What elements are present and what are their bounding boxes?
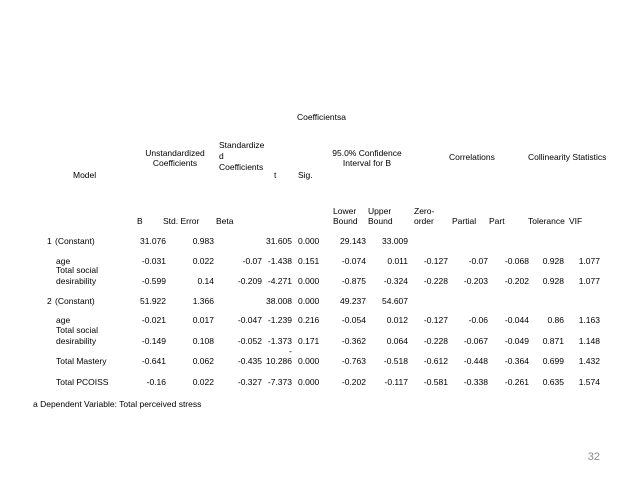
- cell-sig: 0.216: [298, 315, 320, 325]
- row-label-line2: desirability: [56, 336, 97, 346]
- subheader-upper-line1: Upper: [368, 206, 392, 216]
- cell-tolerance: 0.928: [542, 276, 564, 286]
- header-ci-line1: 95.0% Confidence: [332, 148, 402, 158]
- header-standardized-line3: Coefficients: [219, 162, 264, 172]
- cell-sig: 0.151: [298, 256, 320, 266]
- subheader-lower-line1: Lower: [333, 206, 357, 216]
- cell-beta: -0.209: [237, 276, 262, 286]
- cell-sig: 0.000: [298, 276, 320, 286]
- subheader-zero-order-line2: order: [414, 216, 434, 226]
- cell-std-error: 0.14: [197, 276, 214, 286]
- cell-tolerance: 0.699: [542, 356, 564, 366]
- cell-upper-bound: -0.518: [383, 356, 408, 366]
- cell-beta: -0.435: [237, 356, 262, 366]
- subheader-std-error: Std. Error: [163, 216, 200, 226]
- cell-upper-bound: 54.607: [382, 296, 408, 306]
- row-label: Total Mastery: [56, 356, 107, 366]
- cell-std-error: 0.062: [192, 356, 214, 366]
- cell-vif: 1.432: [578, 356, 600, 366]
- cell-tolerance: 0.635: [542, 377, 564, 387]
- cell-lower-bound: -0.054: [341, 315, 366, 325]
- cell-t: -1.438: [267, 256, 292, 266]
- cell-std-error: 0.022: [192, 377, 214, 387]
- cell-zero-order: -0.612: [423, 356, 448, 366]
- subheader-upper-line2: Bound: [368, 216, 393, 226]
- cell-tolerance: 0.928: [542, 256, 564, 266]
- cell-sig: 0.000: [298, 296, 320, 306]
- cell-partial: -0.07: [468, 256, 488, 266]
- cell-lower-bound: -0.074: [341, 256, 366, 266]
- cell-t: -1.239: [267, 315, 292, 325]
- row-label: (Constant): [55, 296, 95, 306]
- cell-sig: 0.171: [298, 336, 320, 346]
- cell-part: -0.364: [504, 356, 529, 366]
- row-label: Total social: [56, 325, 99, 335]
- header-unstandardized-line1: Unstandardized: [145, 148, 205, 158]
- page-number: 32: [587, 451, 600, 463]
- row-label-line2: desirability: [56, 276, 97, 286]
- header-unstandardized-line2: Coefficients: [152, 158, 198, 168]
- cell-std-error: 1.366: [192, 296, 214, 306]
- cell-upper-bound: -0.324: [383, 276, 408, 286]
- header-sig: Sig.: [298, 170, 313, 180]
- cell-upper-bound: 0.011: [387, 256, 408, 266]
- subheader-partial: Partial: [452, 216, 477, 226]
- cell-t: -4.271: [267, 276, 292, 286]
- cell-upper-bound: 0.012: [386, 315, 408, 325]
- cell-beta: -0.07: [242, 256, 262, 266]
- header-t: t: [274, 170, 277, 180]
- cell-vif: 1.148: [578, 336, 600, 346]
- cell-part: -0.049: [504, 336, 529, 346]
- cell-partial: -0.448: [463, 356, 488, 366]
- row-model-number: 2: [47, 296, 52, 306]
- cell-lower-bound: -0.362: [341, 336, 366, 346]
- cell-zero-order: -0.228: [423, 336, 448, 346]
- cell-vif: 1.077: [578, 256, 600, 266]
- cell-partial: -0.338: [463, 377, 488, 387]
- table-title: Coefficientsa: [297, 112, 346, 122]
- cell-lower-bound: -0.202: [341, 377, 366, 387]
- header-collinearity: Collinearity Statistics: [528, 152, 607, 162]
- cell-b: -0.16: [146, 377, 166, 387]
- row-label: age: [56, 315, 71, 325]
- cell-zero-order: -0.127: [423, 315, 448, 325]
- cell-b: 31.076: [140, 236, 166, 246]
- cell-b: -0.149: [141, 336, 166, 346]
- cell-t: 38.008: [266, 296, 292, 306]
- cell-t: -1.373: [267, 336, 292, 346]
- subheader-part: Part: [489, 216, 505, 226]
- cell-lower-bound: -0.875: [341, 276, 366, 286]
- cell-partial: -0.06: [468, 315, 488, 325]
- cell-part: -0.068: [504, 256, 529, 266]
- cell-lower-bound: -0.763: [341, 356, 366, 366]
- cell-zero-order: -0.127: [423, 256, 448, 266]
- cell-t: -7.373: [267, 377, 292, 387]
- cell-vif: 1.574: [578, 377, 600, 387]
- row-label: (Constant): [55, 236, 95, 246]
- cell-sig: 0.000: [298, 377, 320, 387]
- header-model: Model: [73, 170, 97, 180]
- subheader-beta: Beta: [216, 216, 234, 226]
- cell-t: - 10.286: [266, 346, 292, 366]
- cell-upper-bound: 0.064: [386, 336, 408, 346]
- cell-partial: -0.067: [463, 336, 488, 346]
- cell-b: -0.641: [141, 356, 166, 366]
- cell-b: -0.021: [141, 315, 166, 325]
- subheader-b: B: [137, 216, 143, 226]
- cell-part: -0.261: [504, 377, 529, 387]
- cell-std-error: 0.022: [192, 256, 214, 266]
- row-model-number: 1: [47, 236, 52, 246]
- cell-std-error: 0.983: [192, 236, 214, 246]
- cell-lower-bound: 29.143: [340, 236, 366, 246]
- subheader-tolerance: Tolerance: [528, 216, 565, 226]
- cell-sig: 0.000: [298, 356, 320, 366]
- cell-zero-order: -0.228: [423, 276, 448, 286]
- cell-upper-bound: 33.009: [382, 236, 408, 246]
- cell-part: -0.202: [504, 276, 529, 286]
- cell-beta: -0.047: [237, 315, 262, 325]
- header-ci-line2: Interval for B: [342, 158, 392, 168]
- header-standardized-line1: Standardize: [219, 140, 265, 150]
- header-correlations: Correlations: [449, 152, 495, 162]
- cell-std-error: 0.108: [192, 336, 214, 346]
- cell-partial: -0.203: [463, 276, 488, 286]
- cell-b: 51.922: [140, 296, 166, 306]
- row-label: Total PCOISS: [56, 377, 109, 387]
- cell-zero-order: -0.581: [423, 377, 448, 387]
- subheader-zero-order-line1: Zero-: [414, 206, 435, 216]
- row-label: age: [56, 256, 71, 266]
- cell-b: -0.031: [141, 256, 166, 266]
- row-label: Total social: [56, 265, 99, 275]
- subheader-lower-line2: Bound: [333, 216, 358, 226]
- cell-upper-bound: -0.117: [384, 377, 408, 387]
- cell-part: -0.044: [504, 315, 529, 325]
- cell-beta: -0.327: [237, 377, 262, 387]
- cell-t: 31.605: [266, 236, 292, 246]
- subheader-vif: VIF: [569, 216, 583, 226]
- cell-b: -0.599: [141, 276, 166, 286]
- cell-lower-bound: 49.237: [340, 296, 366, 306]
- cell-tolerance: 0.86: [547, 315, 564, 325]
- table-footnote: a Dependent Variable: Total perceived stress: [33, 399, 202, 409]
- cell-beta: -0.052: [237, 336, 262, 346]
- header-standardized-line2: d: [219, 151, 224, 161]
- cell-std-error: 0.017: [192, 315, 214, 325]
- cell-sig: 0.000: [298, 236, 320, 246]
- cell-tolerance: 0.871: [542, 336, 564, 346]
- cell-vif: 1.077: [578, 276, 600, 286]
- cell-vif: 1.163: [578, 315, 600, 325]
